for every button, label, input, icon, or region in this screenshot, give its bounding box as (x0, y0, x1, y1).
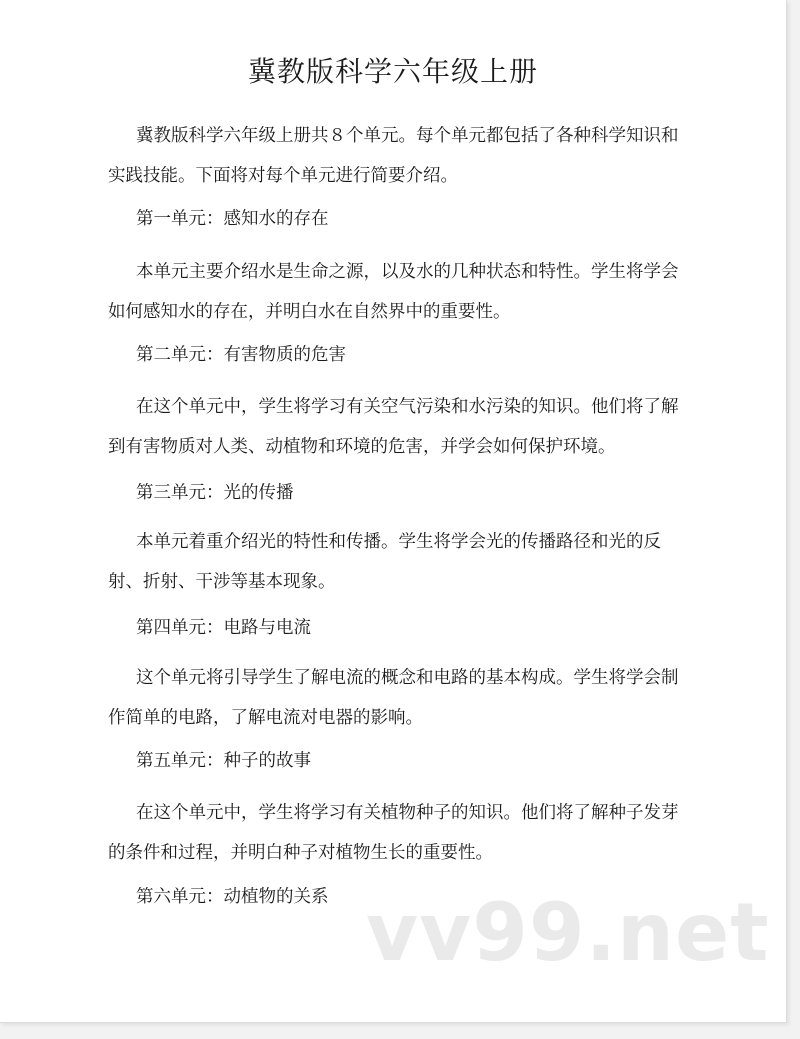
unit-6-heading: 第六单元：动植物的关系 (136, 887, 329, 907)
unit-1-body: 本单元主要介绍水是生命之源，以及水的几种状态和特性。学生将学会如何感知水的存在，并明白水在自然界中的重要性。 (108, 262, 679, 322)
unit-3-heading: 第三单元：光的传播 (136, 483, 294, 503)
unit-2-body: 在这个单元中，学生将学习有关空气污染和水污染的知识。他们将了解到有害物质对人类、动植物和环境的危害，并学会如何保护环境。 (108, 397, 679, 457)
unit-5-body: 在这个单元中，学生将学习有关植物种子的知识。他们将了解种子发芽的条件和过程，并明白种子对植物生长的重要性。 (108, 803, 679, 863)
unit-5-heading: 第五单元：种子的故事 (136, 751, 311, 771)
intro-paragraph: 冀教版科学六年级上册共８个单元。每个单元都包括了各种科学知识和实践技能。下面将对每个单元进行简要介绍。 (108, 126, 679, 186)
unit-4-heading: 第四单元：电路与电流 (136, 618, 311, 638)
document-title: 冀教版科学六年级上册 (247, 55, 538, 88)
watermark: vv99.net (366, 886, 770, 979)
unit-4-body: 这个单元将引导学生了解电流的概念和电路的基本构成。学生将学会制作简单的电路，了解电流对电器的影响。 (108, 668, 679, 728)
unit-1-heading: 第一单元：感知水的存在 (136, 209, 329, 229)
unit-3-body: 本单元着重介绍光的特性和传播。学生将学会光的传播路径和光的反射、折射、干涉等基本现象。 (108, 532, 661, 592)
unit-2-heading: 第二单元：有害物质的危害 (136, 345, 346, 365)
